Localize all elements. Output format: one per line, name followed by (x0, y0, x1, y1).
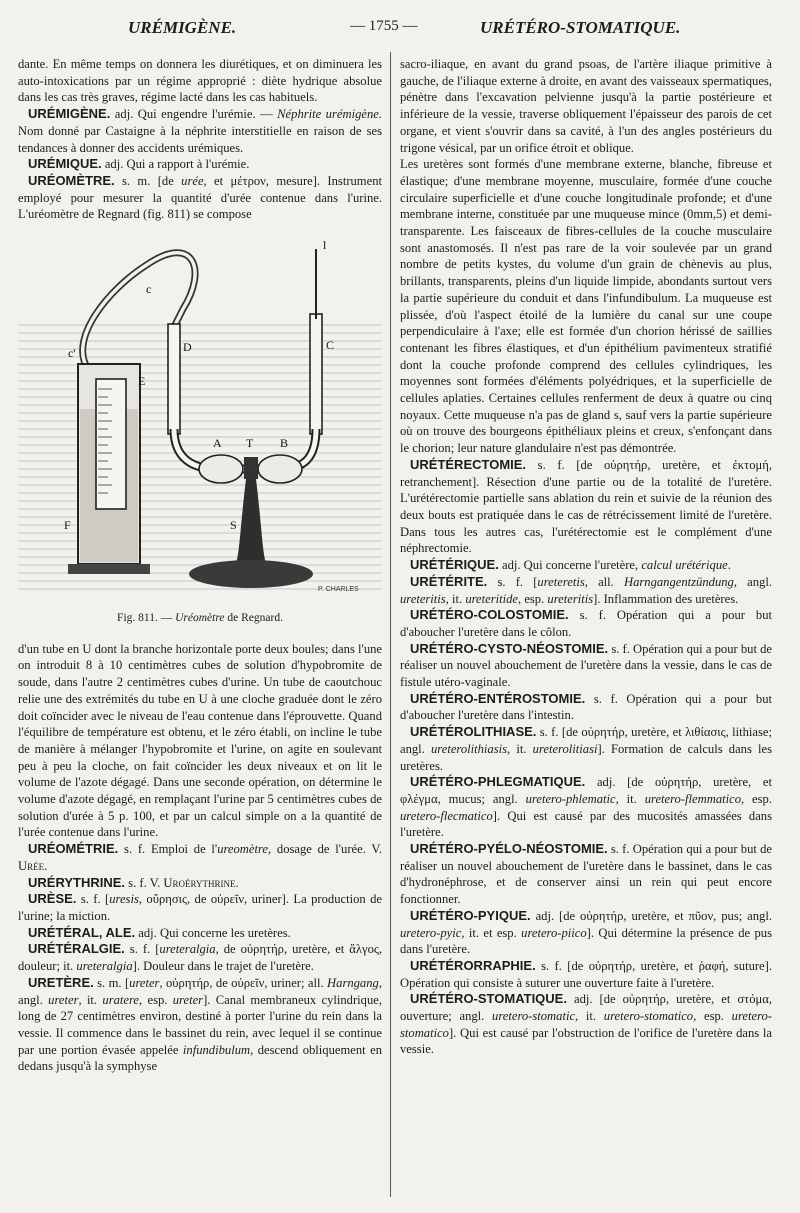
entry-uretero-phlegmatique: URÉTÉRO-PHLEGMATIQUE. adj. [de οὐρητήρ, uretère, et φλέγμα, mucus; angl. uretero-phlematic, it. uretero-flemmatico, esp. uretero-flecmatico]. Qui est causé par des mucosités amassées dans l'uretère. (400, 774, 772, 840)
clamp (244, 457, 258, 479)
bulb-a (199, 455, 243, 483)
headword: URÉTÉRO-STOMATIQUE. (410, 991, 567, 1007)
letter-f: F (64, 518, 71, 533)
figure-ureometre (18, 229, 382, 627)
entry-uretero-pyique: URÉTÉRO-PYIQUE. adj. [de οὐρητήρ, uretère, et πῦον, pus; angl. uretero-pyic, it. et esp. uretero-piico]. Qui détermine la présence de pus dans l'uretère. (400, 907, 772, 957)
entry-uretero-enterostomie: URÉTÉRO-ENTÉROSTOMIE. s. f. Opération qui a pour but d'aboucher l'uretère dans l'intestin. (400, 690, 772, 723)
headword: URÉTÉRIQUE. (410, 557, 499, 573)
headword: URÉTÉRO-COLOSTOMIE. (410, 607, 569, 623)
letter-l: l (323, 238, 327, 253)
entry-uremique: URÉMIQUE. adj. Qui a rapport à l'urémie. (28, 156, 250, 172)
headword: URÉTÉRO-ENTÉROSTOMIE. (410, 690, 586, 706)
headword: URÉMIQUE. (28, 156, 102, 172)
background-hatching (18, 325, 382, 589)
entry-ureterectomie: URÉTÉRECTOMIE. s. f. [de οὐρητήρ, uretère, et ἐκτομή, retranchement]. Résection d'une partie ou de la totalité de l'uretère. L'urétérectomie partielle sans ablation du rein et suivie de la réunion des deux bouts est pratiquée dans le cas de rétrécissement limité de l'uretère. Dans tous les autres cas, l'urétérectomie est le complément d'une néphrectomie. (400, 456, 772, 556)
stand-base (189, 560, 313, 588)
intro-paragraph: dante. En même temps on donnera les diurétiques, et on diminuera les auto-intoxications par un régime approprié : diète hydrique absolue dans les cas très graves, régime lacté dans les cas habituels. (18, 57, 382, 105)
entry-ureterorraphie: URÉTÉRORRAPHIE. s. f. [de οὐρητήρ, uretère, et ῥαφή, suture]. Opération qui consiste à suturer une ouverture faite à l'uretère. (400, 957, 772, 990)
letter-c-upper: C (326, 338, 335, 353)
ureometre-engraving (18, 229, 382, 604)
column-divider (390, 52, 391, 1197)
entry-ureterolithiase: URÉTÉROLITHIASE. s. f. [de οὐρητήρ, uretère, et λιθίασις, lithiase; angl. ureterolithiasis, it. ureterolitiasi]. Formation de calculs dans les uretères. (400, 724, 773, 773)
u-tube-left-branch (168, 324, 180, 434)
entry-uretero-cysto-neostomie: URÉTÉRO-CYSTO-NÉOSTOMIE. s. f. Opération qui a pour but de réaliser un nouvel abouchement de l'uretère dans la vessie, dans le cas de fistule utéro-vaginale. (400, 640, 772, 690)
entry-ureometrie: URÉOMÉTRIE. s. f. Emploi de l'ureomètre, dosage de l'urée. V. Urée. (18, 841, 383, 873)
entry-urerythrine: URÉRYTHRINE. s. f. V. Uroérythrine. (28, 874, 239, 890)
uretere-continued-1: sacro-iliaque, en avant du grand psoas, de l'artère iliaque primitive à gauche, de l'iliaque externe à droite, en avant des vaisseaux spermatiques, pénètre dans l'excavation pelvienne jusqu'à la partie postérieure et inférieure de la vessie, traverse obliquement l'épaisseur des parois de cet organe, et vient s'ouvrir dans sa cavité, à l'un des angles postérieurs du trigone vésical, par un orifice étroit et oblique. (400, 57, 772, 155)
letter-cprime: c' (68, 346, 76, 361)
headword: URÉTÉROLITHIASE. (410, 724, 537, 740)
headword: URÉTÉRO-PYÉLO-NÉOSTOMIE. (410, 841, 608, 857)
bulb-b (258, 455, 302, 483)
running-head-right: URÉTÉRO-STOMATIQUE. (480, 18, 681, 37)
cylinder-base (68, 564, 150, 574)
headword: URÉTÉRO-CYSTO-NÉOSTOMIE. (410, 640, 609, 656)
uretere-continued-2: Les uretères sont formés d'une membrane externe, blanche, fibreuse et élastique; d'une membrane moyenne, musculaire, formée d'une couche circulaire superficielle et d'une couche longitudinale profonde; et d'une membrane interne, constituée par une muqueuse mince (0mm,5) et demi-transparente. Les faisceaux de fibres-cellules de la couche musculaire sont anastomosés. Il n'est pas rare de la voir soulevée par un grand nombre de petits kystes, du volume d'un grain de chènevis au plus, brillants, transparents, pleins d'un liquide limpide, abondants surtout vers la partie supérieure du conduit et dans l'infundibulum. La muqueuse est plissée, d'où l'aspect étoilé de la lumière du canal sur une coupe perpendiculaire à l'axe; elle est formée d'un chorion hérissé de saillies contenant les fibres élastiques, et d'un épithélium pavimenteux stratifié dont la couche profonde comprend des cellules cylindriques, les moyennes sont formées d'éléments polyédriques, et la superficielle de cellules aplaties. Certaines cellules renferment de deux à quatre ou cinq noyaux. Cette muqueuse n'a pas de gland s, sauf vers la partie supérieure où on trouve des bourgeons épithéliaux pleins et creux, s'enfonçant dans le chorion; leur nature glandulaire n'est pas démontrée. (400, 157, 772, 456)
entry-ureterite: URÉTÉRITE. s. f. [ureteretis, all. Harngangentzündung, angl. ureteritis, it. ureteritide, esp. ureteritis]. Inflammation des uretères. (400, 573, 772, 606)
headword: URÉMIGÈNE. (28, 106, 111, 122)
right-column (400, 56, 772, 1058)
entry-uretero-stomatique: URÉTÉRO-STOMATIQUE. adj. [de οὐρητήρ, uretère, et στόμα, ouverture; angl. uretero-stomatic, it. uretero-stomatico, esp. uretero-stomatico]. Qui est causé par l'obstruction de l'orifice de l'uretère dans la vessie. (400, 991, 772, 1057)
letter-s: S (230, 518, 237, 533)
headword: URÉTÉRECTOMIE. (410, 456, 527, 472)
entry-urese: URÈSE. s. f. [uresis, οὔρησις, de οὐρεῖν, uriner]. La production de l'urine; la miction. (18, 891, 382, 923)
headword: URÉRYTHRINE. (28, 874, 126, 890)
graduated-bell (96, 379, 126, 509)
headword: URÉTÉRAL, ALE. (28, 924, 136, 940)
entry-ureteralgie: URÉTÉRALGIE. s. f. [ureteralgia, de οὐρητήρ, uretère, et ἄλγος, douleur; it. ureteralgia]. Douleur dans le trajet de l'uretère. (18, 941, 383, 974)
entry-ureteral: URÉTÉRAL, ALE. adj. Qui concerne les uretères. (28, 924, 291, 940)
letter-b: B (280, 436, 289, 451)
letter-t: T (246, 436, 254, 451)
entry-ureterique: URÉTÉRIQUE. adj. Qui concerne l'uretère, calcul urétérique. (410, 557, 731, 573)
headword: URÉTÉRALGIE. (28, 941, 125, 957)
entry-uretero-colostomie: URÉTÉRO-COLOSTOMIE. s. f. Opération qui a pour but d'aboucher l'uretère dans le côlon. (400, 607, 772, 639)
headword: URETÈRE. (28, 974, 94, 990)
running-head (0, 18, 800, 44)
headword: URÉOMÈTRE. (28, 172, 115, 188)
entry-uremigene: URÉMIGÈNE. adj. Qui engendre l'urémie. — Néphrite urémigène. Nom donné par Castaigne à la néphrite interstitielle en raison de ses tendances à donner des accidents urémiques. (18, 106, 382, 155)
headword: URÉTÉRO-PHLEGMATIQUE. (410, 774, 586, 790)
engraver-signature: P. CHARLES (318, 586, 359, 594)
headword: URÉTÉRORRAPHIE. (410, 957, 536, 973)
page-number: — 1755 — (350, 18, 418, 34)
headword: URÈSE. (28, 891, 77, 907)
stand-column (236, 479, 266, 564)
letter-e: E (138, 374, 146, 389)
headword: URÉTÉRO-PYIQUE. (410, 907, 531, 923)
left-column (18, 56, 382, 1075)
letter-a: A (213, 436, 222, 451)
letter-c: c (146, 282, 152, 297)
entry-uretero-pyelo-neostomie: URÉTÉRO-PYÉLO-NÉOSTOMIE. s. f. Opération qui a pour but de réaliser un nouvel abouchement de l'uretère dans le bassinet, dans le cas d'hydronéphrose, et de conserver ainsi un rein qui peut encore fonctionner. (400, 841, 772, 907)
letter-d: D (183, 340, 192, 355)
headword: URÉTÉRITE. (410, 573, 488, 589)
headword: URÉOMÉTRIE. (28, 841, 119, 857)
running-head-left: URÉMIGÈNE. (128, 18, 237, 37)
ureometre-description: d'un tube en U dont la branche horizontale porte deux boules; dans l'une on introduit 8 à 10 centimètres cubes de solution d'hypobromite de soude, dans l'autre 2 centimètres cubes d'urine. Un tube de caoutchouc relie une des extrémités du tube en U à une cloche graduée dont le zéro doit coïncider avec le niveau de l'eau contenue dans l'éprouvette. Quand l'équilibre de température est obtenu, et le zéro établi, on incline le tube de manière à mélanger l'hypobromite et l'urine, on agite en soulevant peu à peu la cloche, on fait coïncider les deux niveaux et on lit le volume de l'azote dégagé. Dans une seconde opération, on détermine le volume d'azote dégagé, en remplaçant l'urine par 5 centimètres cubes de solution d'urée à 5 p. 100, et par un calcul simple on a la quantité de l'urée contenue dans l'urine. (18, 641, 382, 840)
entry-uretere: URETÈRE. s. m. [ureter, οὐρητήρ, de οὐρεῖν, uriner; all. Harngang, angl. ureter, it. uratere, esp. ureter]. Canal membraneux cylindrique, long de 27 centimètres environ, destiné à porter l'urine du rein dans la vessie. Il commence dans le bassinet du rein, avec lequel il se continue par une portion évasée appelée infundibulum, descend obliquement en dedans jusqu'à la symphyse (18, 974, 382, 1074)
figure-caption: Fig. 811. — Uréomètre de Regnard. (117, 612, 283, 625)
entry-ureometre: URÉOMÈTRE. s. m. [de urée, et μέτρον, mesure]. Instrument employé pour mesurer la quantité d'urée contenue dans l'urine. L'uréomètre de Regnard (fig. 811) se compose (18, 172, 382, 222)
u-tube-right-branch (310, 314, 322, 434)
